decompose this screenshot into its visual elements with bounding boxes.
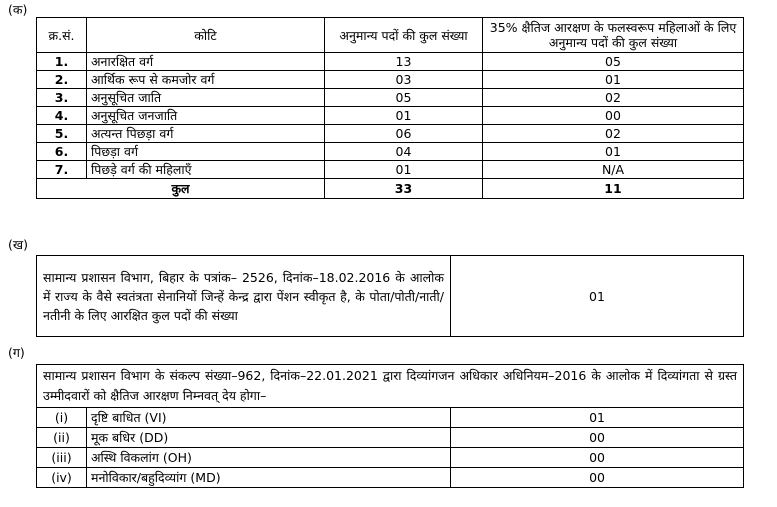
row-total: 03 bbox=[325, 71, 483, 89]
row-total: 13 bbox=[325, 53, 483, 71]
freedom-fighter-value: 01 bbox=[451, 256, 744, 337]
table-row bbox=[37, 107, 744, 125]
table-row bbox=[37, 125, 744, 143]
row-serial: (ii) bbox=[37, 428, 87, 448]
table-row bbox=[37, 468, 744, 488]
row-total: 01 bbox=[325, 161, 483, 179]
header-category: कोटि bbox=[87, 18, 325, 53]
row-category: मनोविकार/बहुदिव्यांग (MD) bbox=[87, 468, 451, 488]
row-women: 05 bbox=[483, 53, 744, 71]
row-serial: (iii) bbox=[37, 448, 87, 468]
total-row bbox=[37, 179, 744, 199]
row-women: 01 bbox=[483, 143, 744, 161]
row-serial: 3. bbox=[37, 89, 87, 107]
row-category: अनारक्षित वर्ग bbox=[87, 53, 325, 71]
table-row bbox=[37, 161, 744, 179]
row-women: 02 bbox=[483, 89, 744, 107]
header-total-posts: अनुमान्य पदों की कुल संख्या bbox=[325, 18, 483, 53]
row-serial: 4. bbox=[37, 107, 87, 125]
row-category: दृष्टि बाधित (VI) bbox=[87, 408, 451, 428]
disability-intro-text: सामान्य प्रशासन विभाग के संकल्प संख्या–962, दिनांक–22.01.2021 द्वारा दिव्यांगजन अधिकार अधिनियम–2016 के आलोक में दिव्यांगता से ग्रस्त उम्मीदवारों को क्षैतिज आरक्षण निम्नवत् देय होगा– bbox=[37, 365, 744, 408]
row-serial: (iv) bbox=[37, 468, 87, 488]
reservation-table bbox=[36, 17, 744, 199]
table-row bbox=[37, 256, 744, 337]
row-category: मूक बधिर (DD) bbox=[87, 428, 451, 448]
row-total: 04 bbox=[325, 143, 483, 161]
table-row bbox=[37, 143, 744, 161]
row-value: 00 bbox=[451, 448, 744, 468]
row-serial: 6. bbox=[37, 143, 87, 161]
row-women: 02 bbox=[483, 125, 744, 143]
row-category: आर्थिक रूप से कमजोर वर्ग bbox=[87, 71, 325, 89]
header-women-posts: 35% क्षैतिज आरक्षण के फलस्वरूप महिलाओं के लिए अनुमान्य पदों की कुल संख्या bbox=[483, 18, 744, 53]
row-women: 00 bbox=[483, 107, 744, 125]
freedom-fighter-table bbox=[36, 255, 744, 337]
row-value: 01 bbox=[451, 408, 744, 428]
row-category: अस्थि विकलांग (OH) bbox=[87, 448, 451, 468]
row-women: N/A bbox=[483, 161, 744, 179]
section-a-label: (क) bbox=[8, 2, 28, 17]
table-row bbox=[37, 71, 744, 89]
row-serial: (i) bbox=[37, 408, 87, 428]
row-women: 01 bbox=[483, 71, 744, 89]
table-row bbox=[37, 408, 744, 428]
row-category: अत्यन्त पिछड़ा वर्ग bbox=[87, 125, 325, 143]
row-category: पिछड़ा वर्ग bbox=[87, 143, 325, 161]
total-posts-value: 33 bbox=[325, 179, 483, 199]
row-category: अनुसूचित जनजाति bbox=[87, 107, 325, 125]
total-label: कुल bbox=[37, 179, 325, 199]
table-row bbox=[37, 365, 744, 408]
total-women-value: 11 bbox=[483, 179, 744, 199]
table-row bbox=[37, 53, 744, 71]
section-c-label: (ग) bbox=[8, 345, 25, 360]
row-value: 00 bbox=[451, 468, 744, 488]
row-total: 01 bbox=[325, 107, 483, 125]
row-total: 05 bbox=[325, 89, 483, 107]
row-total: 06 bbox=[325, 125, 483, 143]
header-serial: क्र.सं. bbox=[37, 18, 87, 53]
row-serial: 1. bbox=[37, 53, 87, 71]
table-row bbox=[37, 428, 744, 448]
freedom-fighter-description: सामान्य प्रशासन विभाग, बिहार के पत्रांक– 2526, दिनांक–18.02.2016 के आलोक में राज्य के वैसे स्वतंत्रता सेनानियों जिन्हें केन्द्र द्वारा पेंशन स्वीकृत है, के पोता/पोती/नाती/ नतीनी के लिए आरक्षित कुल पदों की संख्या bbox=[37, 256, 451, 337]
disability-table bbox=[36, 364, 744, 488]
row-value: 00 bbox=[451, 428, 744, 448]
row-category: पिछड़े वर्ग की महिलाएँ bbox=[87, 161, 325, 179]
table-row bbox=[37, 89, 744, 107]
row-category: अनुसूचित जाति bbox=[87, 89, 325, 107]
row-serial: 2. bbox=[37, 71, 87, 89]
table-header-row bbox=[37, 18, 744, 53]
row-serial: 7. bbox=[37, 161, 87, 179]
row-serial: 5. bbox=[37, 125, 87, 143]
section-b-label: (ख) bbox=[8, 237, 28, 252]
table-row bbox=[37, 448, 744, 468]
